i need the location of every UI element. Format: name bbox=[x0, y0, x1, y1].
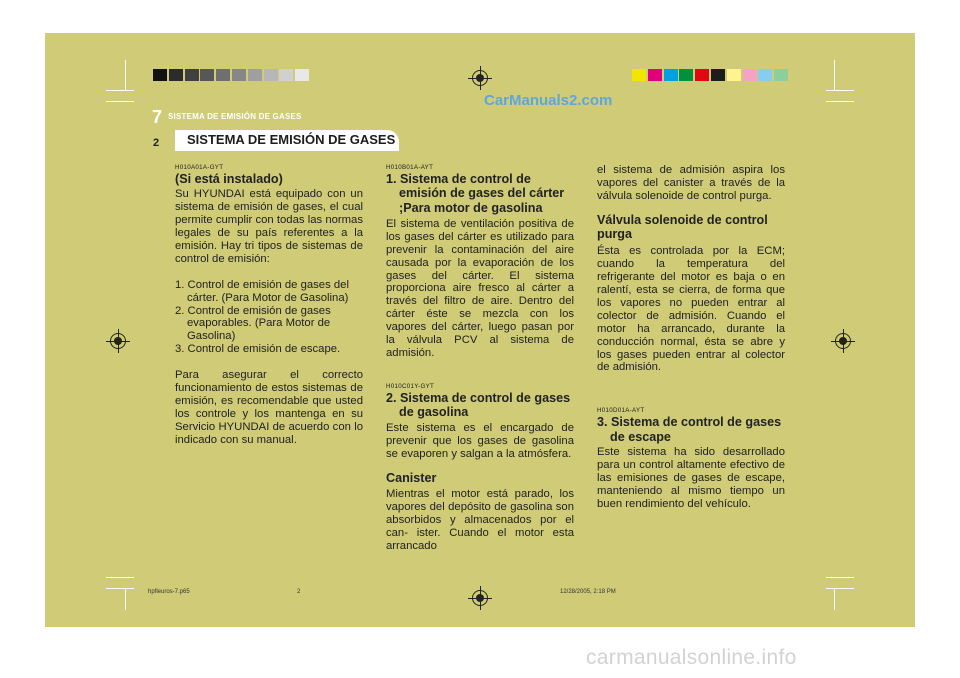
section-heading: 1. Sistema de control de emisión de gases del cárter ;Para motor de gasolina bbox=[386, 172, 565, 215]
gray-calibration-bar bbox=[153, 69, 311, 81]
list-item: 3. Control de emisión de escape. bbox=[175, 343, 341, 356]
color-swatch bbox=[727, 69, 741, 81]
color-swatch bbox=[185, 69, 199, 81]
paragraph: Para asegurar el correcto funcionamiento de estos sistemas de emisión, es recomendable que usted los controle y los mantenga en su Servicio HYUNDAI de acuerdo con lo indicado con su manual. bbox=[175, 369, 363, 446]
crop-mark bbox=[826, 101, 854, 102]
color-swatch bbox=[774, 69, 788, 81]
section-code: H010D01A-AYT bbox=[597, 407, 645, 415]
process-color-calibration-bar bbox=[632, 69, 790, 81]
chapter-title: SISTEMA DE EMISIÓN DE GASES bbox=[168, 112, 302, 121]
crop-mark bbox=[826, 588, 854, 589]
subheading: Canister bbox=[386, 471, 437, 486]
color-swatch bbox=[279, 69, 293, 81]
paragraph: Este sistema es el encargado de prevenir que los gases de gasolina se evaporen y salgan a la atmósfera. bbox=[386, 422, 574, 461]
column-3 bbox=[597, 164, 785, 511]
color-swatch bbox=[153, 69, 167, 81]
watermark-top[interactable]: CarManuals2.com bbox=[484, 92, 613, 109]
paragraph: Este sistema ha sido desarrollado para un control altamente efectivo de las emisiones de gases de escape, manteniendo al mismo tiempo un buen rendimiento del vehículo. bbox=[597, 445, 785, 510]
list-item: 2. Control de emisión de gases evaporables. (Para Motor de Gasolina) bbox=[175, 304, 331, 343]
section-heading: 2. Sistema de control de gases de gasolina bbox=[386, 390, 571, 420]
crop-mark bbox=[125, 588, 126, 610]
paragraph: el sistema de admisión aspira los vapores del canister a través de la válvula solenoide de control purga. bbox=[597, 164, 785, 202]
crop-mark bbox=[106, 90, 134, 91]
color-swatch bbox=[232, 69, 246, 81]
color-swatch bbox=[743, 69, 757, 81]
footer-filename: hpfleuros-7.p65 bbox=[148, 589, 190, 595]
color-swatch bbox=[758, 69, 772, 81]
chapter-number: 7 bbox=[152, 107, 163, 127]
watermark-bottom[interactable]: carmanualsonline.info bbox=[586, 646, 797, 669]
crop-mark bbox=[834, 60, 835, 90]
paragraph: El sistema de ventilación positiva de los gases del cárter es utilizado para prevenir la contaminación del aire causada por la evaporación de los gases del cárter. El sistema proporciona aire fresco al cárter a través del filtro de aire. Dentro del cárter éste se mezcla con los vapores del cárter, luego pasan por la válvula PCV al sistema de admisión. bbox=[386, 217, 574, 359]
color-swatch bbox=[664, 69, 678, 81]
color-swatch bbox=[295, 69, 309, 81]
color-swatch bbox=[648, 69, 662, 81]
color-swatch bbox=[264, 69, 278, 81]
crop-mark bbox=[834, 588, 835, 610]
page-number: 2 bbox=[153, 137, 160, 149]
color-swatch bbox=[632, 69, 646, 81]
crop-mark bbox=[125, 60, 126, 90]
subheading: Válvula solenoide de control purga bbox=[597, 212, 768, 242]
crop-mark bbox=[826, 577, 854, 578]
color-swatch bbox=[695, 69, 709, 81]
section-code: H010B01A-AYT bbox=[386, 164, 434, 171]
footer-page: 2 bbox=[297, 589, 301, 595]
crop-mark bbox=[106, 577, 134, 578]
registration-mark-icon bbox=[472, 590, 488, 606]
crop-mark bbox=[106, 588, 134, 589]
color-swatch bbox=[169, 69, 183, 81]
color-swatch bbox=[679, 69, 693, 81]
color-swatch bbox=[711, 69, 725, 81]
paragraph: Su HYUNDAI está equipado con un sistema de emisión de gases, el cual permite cumplir con todas las normas legales de su país referentes a la emisión. Hay tri tipos de sistemas de control de emisión: bbox=[175, 188, 363, 265]
section-heading: (Si está instalado) bbox=[175, 172, 283, 186]
section-code: H010C01Y-GYT bbox=[386, 382, 435, 390]
paragraph: Ésta es controlada por la ECM; cuando la temperatura del refrigerante del motor es baja o en ralentí, esta se cierra, de forma que los vapores no pueden entrar al colector de admisión. Cuando el motor ha arrancado, durante la conducción normal, ésta se abre y los gases pueden entrar al colector de admisión. bbox=[597, 245, 785, 374]
list-item: 1. Control de emisión de gases del cárter. (Para Motor de Gasolina) bbox=[175, 278, 349, 304]
color-swatch bbox=[200, 69, 214, 81]
crop-mark bbox=[106, 101, 134, 102]
footer-timestamp: 12/28/2005, 2:18 PM bbox=[560, 589, 616, 595]
registration-mark-icon bbox=[472, 70, 488, 86]
registration-mark-icon bbox=[835, 333, 851, 349]
registration-mark-icon bbox=[110, 333, 126, 349]
section-heading: 3. Sistema de control de gases de escape bbox=[597, 415, 782, 444]
color-swatch bbox=[216, 69, 230, 81]
column-2 bbox=[386, 164, 574, 553]
column-1 bbox=[175, 164, 363, 447]
paragraph: Mientras el motor está parado, los vapores del depósito de gasolina son absorbidos y almacenados por el can- ister. Cuando el motor esta arrancado bbox=[386, 488, 574, 553]
section-title: SISTEMA DE EMISIÓN DE GASES bbox=[187, 132, 396, 147]
color-swatch bbox=[248, 69, 262, 81]
crop-mark bbox=[826, 90, 854, 91]
section-code: H010A01A-GYT bbox=[175, 164, 224, 171]
